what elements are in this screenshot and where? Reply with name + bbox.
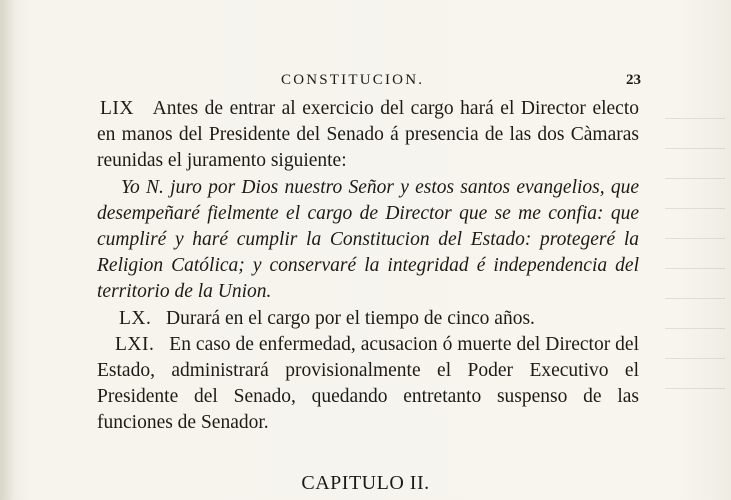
- article-lxi: [97, 332, 639, 437]
- article-text: Antes de entrar al exercicio del cargo hará el Director electo en manos del Presidente del Senado á presencia de las dos Càmaras reunidas el juramento siguiente:: [97, 98, 639, 172]
- page-header: [0, 72, 731, 92]
- oath-text: Yo N. juro por Dios nuestro Señor y estos santos evangelios, que desempeñaré fielmente el cargo de Director que se me confia: que cumpliré y haré cumplir la Constitucion del Estado: protegeré la Religion Católica; y conservaré la integridad é independencia del territorio de la Union.: [97, 176, 639, 303]
- article-number: LXI.: [115, 333, 155, 355]
- show-through-text: [665, 100, 725, 400]
- running-title: CONSTITUCION.: [281, 72, 425, 88]
- article-text: Durará en el cargo por el tiempo de cinco años.: [166, 307, 535, 329]
- chapter-heading: CAPITULO II.: [301, 472, 430, 494]
- page-body: [97, 96, 639, 437]
- page-number: 23: [626, 72, 641, 88]
- article-number: LX.: [119, 307, 152, 329]
- article-lx: [97, 306, 639, 332]
- article-number: LIX: [100, 98, 134, 119]
- article-lix: [97, 96, 639, 175]
- article-text: En caso de enfermedad, acusacion ó muerte del Director del Estado, administrará provisionalmente el Poder Executivo el Presidente del Senado, quedando entretanto suspenso de las funciones de Senador.: [97, 333, 639, 434]
